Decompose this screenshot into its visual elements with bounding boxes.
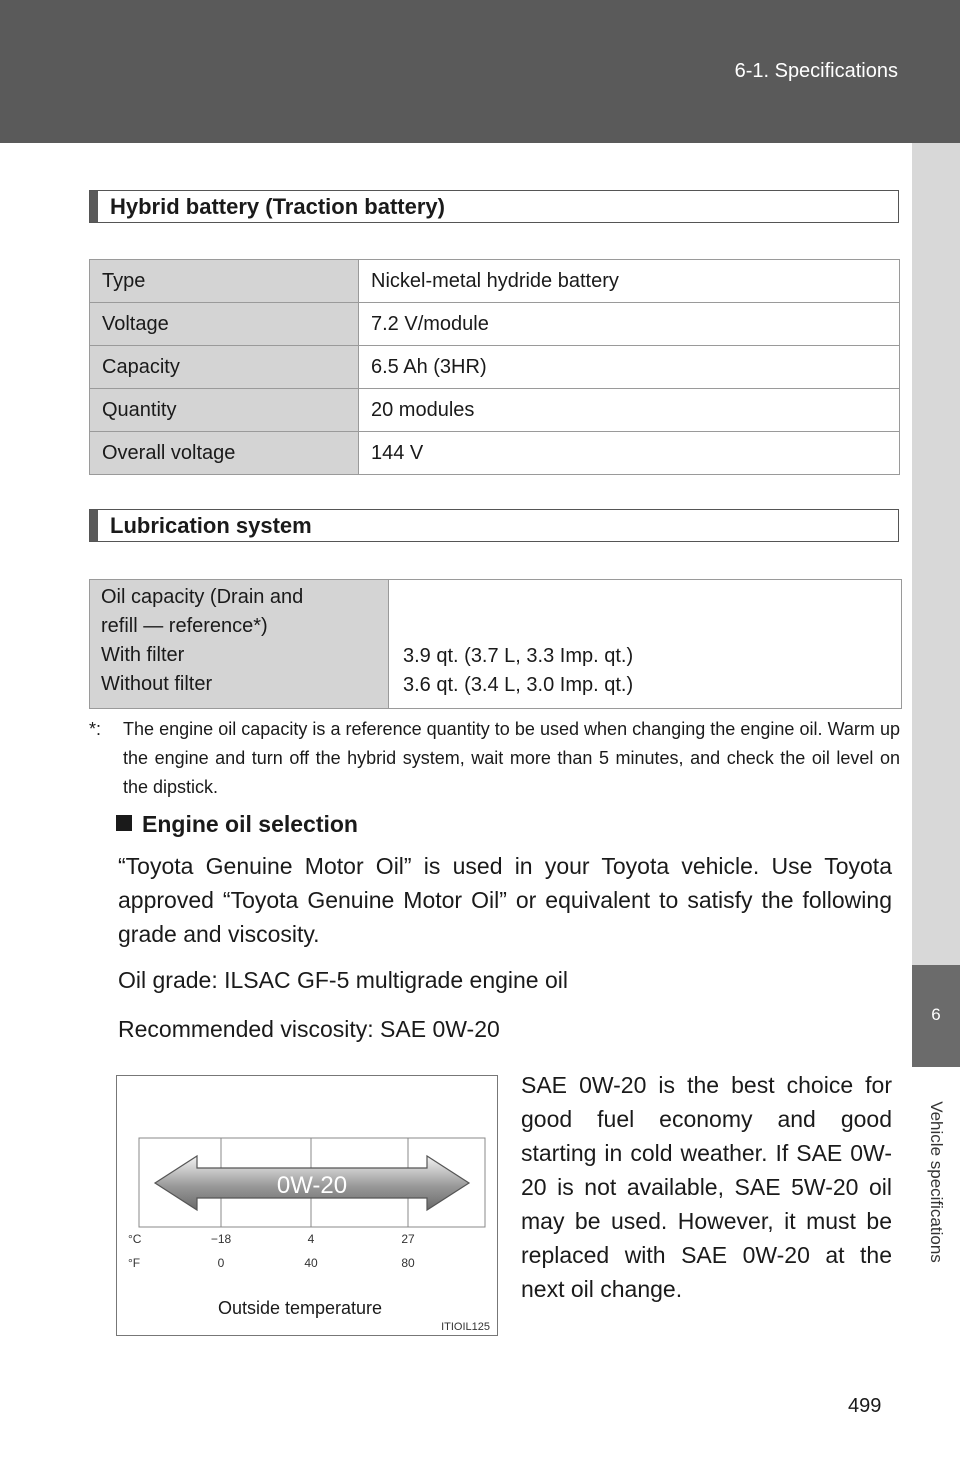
viscosity-explanation: SAE 0W-20 is the best choice for good fuel economy and good starting in cold weather. If SAE 0W-20 is not available, SAE 5W-20 oil may be used. However, it must be replaced with SAE 0W-20 at the next oil change. [521,1072,892,1302]
without-filter-value: 3.6 qt. (3.4 L, 3.0 Imp. qt.) [403,674,634,696]
footnote [89,715,900,802]
section-heading-bar [90,191,98,222]
section-title: Lubrication system [110,513,312,538]
spec-value: 6.5 Ah (3HR) [359,346,900,389]
table-row [90,432,900,475]
spec-label: Quantity [90,389,359,432]
fahrenheit-tick: 0 [217,1256,225,1270]
fahrenheit-tick: 40 [304,1256,318,1270]
oil-grade-text: Oil grade: ILSAC GF-5 multigrade engine oil [118,967,568,993]
oil-capacity-values [389,580,901,708]
footnote-text: The engine oil capacity is a reference quantity to be used when changing the engine oil. Warm up the engine and turn off the hybrid system, wait more than 5 minutes, and check the oil level on the dipstick. [123,719,900,797]
section-heading-bar [90,510,98,541]
fahrenheit-unit: °F [128,1256,141,1270]
section-title: Hybrid battery (Traction battery) [110,194,445,219]
chapter-title: Vehicle specifications [927,1101,946,1263]
spec-label: Overall voltage [90,432,359,475]
figure-caption: Outside temperature [217,1298,383,1318]
oil-viscosity-text: Recommended viscosity: SAE 0W-20 [118,1016,500,1042]
spec-value: 20 modules [359,389,900,432]
celsius-unit: °C [128,1232,142,1246]
subsection-title: Engine oil selection [142,811,358,837]
viscosity-chart [117,1076,497,1335]
oil-capacity-labels [90,580,389,708]
page-number: 499 [848,1395,882,1417]
footnote-mark: *: [89,719,102,739]
chapter-number: 6 [931,1005,941,1024]
section-heading-lubrication [89,509,899,542]
table-row [90,303,900,346]
chapter-tab-number[interactable] [912,965,960,1067]
oil-capacity-table [89,579,902,709]
spec-label: Type [90,260,359,303]
oil-capacity-label-continued: refill — reference*) [101,615,268,637]
spec-label: Capacity [90,346,359,389]
celsius-tick: 27 [401,1232,415,1246]
celsius-tick: −18 [210,1232,232,1246]
oil-capacity-label: Oil capacity (Drain and [101,586,304,608]
chapter-tab-strip [912,143,960,965]
breadcrumb: 6-1. Specifications [734,60,898,82]
hybrid-battery-table [89,259,900,475]
spec-value: Nickel-metal hydride battery [359,260,900,303]
page-header [0,0,960,143]
subsection-heading [116,811,358,838]
square-bullet-icon [116,815,132,831]
spec-value: 144 V [359,432,900,475]
section-heading-hybrid-battery [89,190,899,223]
fahrenheit-tick: 80 [401,1256,415,1270]
chapter-tab-label [916,1067,956,1297]
table-row [90,346,900,389]
spec-label: Voltage [90,303,359,346]
viscosity-temperature-figure [116,1075,498,1336]
celsius-tick: 4 [307,1232,315,1246]
with-filter-value: 3.9 qt. (3.7 L, 3.3 Imp. qt.) [403,645,634,667]
table-row [90,389,900,432]
figure-code: ITIOIL125 [441,1321,490,1333]
arrow-label: 0W-20 [276,1172,348,1199]
spec-value: 7.2 V/module [359,303,900,346]
without-filter-label: Without filter [101,673,213,695]
oil-intro-paragraph: “Toyota Genuine Motor Oil” is used in your Toyota vehicle. Use Toyota approved “Toyota Genuine Motor Oil” or equivalent to satisfy the following grade and viscosity. [118,853,892,947]
table-row [90,260,900,303]
with-filter-label: With filter [101,644,185,666]
